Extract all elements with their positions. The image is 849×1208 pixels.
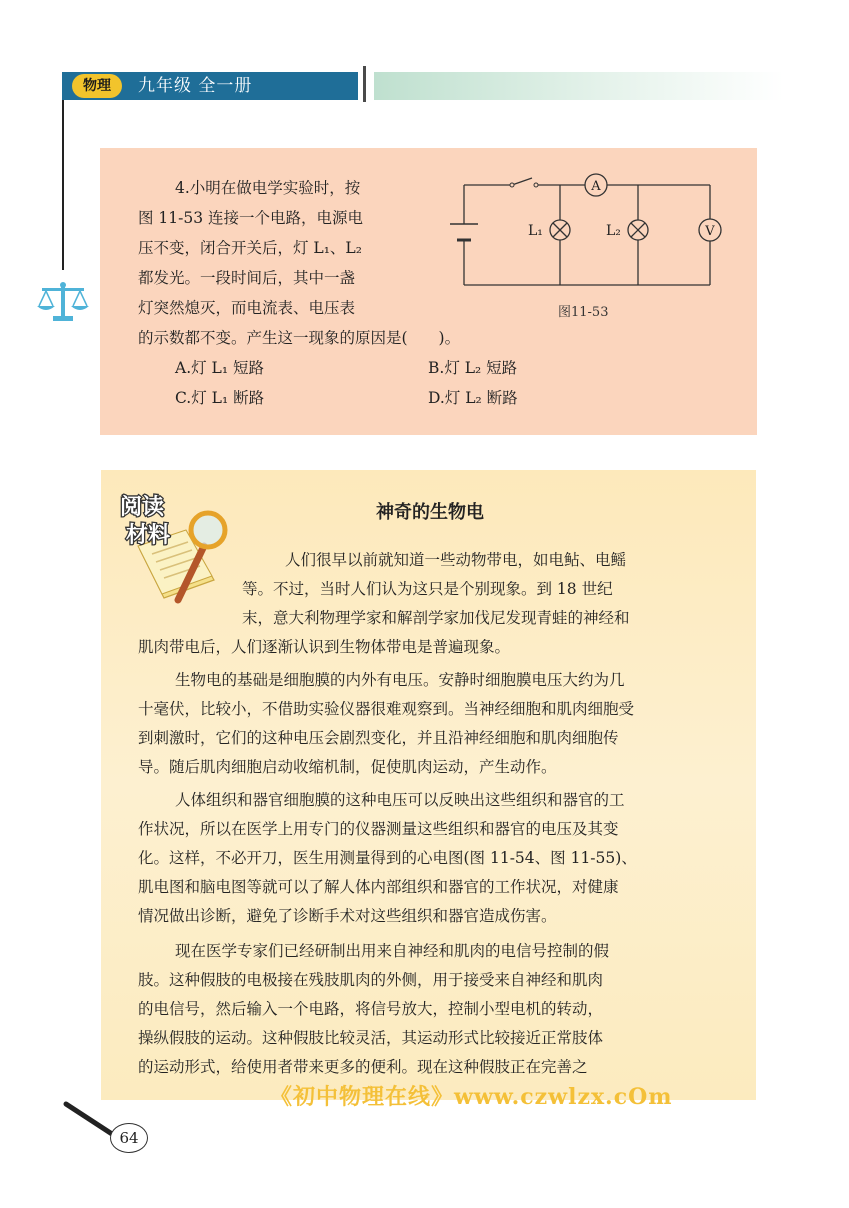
option-c: C.灯 L₁ 断路	[175, 389, 265, 407]
question-line: 4.小明在做电学实验时，按	[175, 179, 361, 197]
reading-line: 末，意大利物理学家和解剖学家加伐尼发现青蛙的神经和	[242, 609, 630, 627]
reading-line: 情况做出诊断，避免了诊断手术对这些组织和器官造成伤害。	[138, 907, 557, 925]
balance-scale-icon	[36, 280, 90, 324]
option-a: A.灯 L₁ 短路	[175, 359, 264, 377]
question-line: 灯突然熄灭，而电流表、电压表	[138, 299, 356, 317]
question-line: 的示数都不变。产生这一现象的原因是( )。	[138, 329, 461, 347]
margin-line	[62, 100, 64, 270]
option-b: B.灯 L₂ 短路	[428, 359, 518, 377]
reading-line: 作状况，所以在医学上用专门的仪器测量这些组织和器官的电压及其变	[138, 820, 619, 838]
question-line: 图 11-53 连接一个电路，电源电	[138, 209, 364, 227]
circuit-diagram	[440, 170, 740, 295]
question-line: 都发光。一段时间后，其中一盏	[138, 269, 356, 287]
header-gradient-band	[374, 72, 784, 100]
reading-line: 到刺激时，它们的这种电压会剧烈变化，并且沿神经细胞和肌肉细胞传	[138, 729, 619, 747]
reading-line: 人体组织和器官细胞膜的这种电压可以反映出这些组织和器官的工	[175, 791, 625, 809]
reading-line: 操纵假肢的运动。这种假肢比较灵活，其运动形式比较接近正常肢体	[138, 1029, 604, 1047]
reading-line: 等。不过，当时人们认为这只是个别现象。到 18 世纪	[242, 580, 613, 598]
lamp2-label: L₂	[606, 223, 621, 239]
header-divider	[363, 66, 366, 102]
reading-line: 生物电的基础是细胞膜的内外有电压。安静时细胞膜电压大约为几	[175, 671, 625, 689]
reading-line: 十毫伏，比较小，不借助实验仪器很难观察到。当神经细胞和肌肉细胞受	[138, 700, 635, 718]
reading-line: 肢。这种假肢的电极接在残肢肌肉的外侧，用于接受来自神经和肌肉	[138, 971, 604, 989]
option-d: D.灯 L₂ 断路	[428, 389, 518, 407]
reading-line: 的运动形式，给使用者带来更多的便利。现在这种假肢正在完善之	[138, 1058, 588, 1076]
page-number: 64	[110, 1123, 148, 1153]
badge-text-line1: 阅读	[120, 495, 165, 520]
reading-line: 人们很早以前就知道一些动物带电，如电鲇、电鳐	[285, 551, 627, 569]
badge-text-line2: 材料	[126, 523, 171, 548]
reading-title: 神奇的生物电	[376, 502, 484, 523]
question-line: 压不变，闭合开关后，灯 L₁、L₂	[138, 239, 362, 257]
figure-caption: 图11-53	[558, 305, 609, 320]
reading-line: 现在医学专家们已经研制出用来自神经和肌肉的电信号控制的假	[175, 942, 610, 960]
watermark: 《初中物理在线》www.czwlzx.cOm	[270, 1084, 673, 1110]
reading-line: 的电信号，然后输入一个电路，将信号放大，控制小型电机的转动，	[138, 1000, 604, 1018]
ammeter-label: A	[591, 179, 601, 194]
reading-line: 导。随后肌肉细胞启动收缩机制，促使肌肉运动，产生动作。	[138, 758, 557, 776]
book-title: 九年级 全一册	[138, 76, 253, 96]
reading-line: 肌肉带电后，人们逐渐认识到生物体带电是普遍现象。	[138, 638, 511, 656]
reading-line: 肌电图和脑电图等就可以了解人体内部组织和器官的工作状况，对健康	[138, 878, 619, 896]
reading-material-badge	[118, 488, 228, 606]
subject-logo: 物理	[72, 74, 122, 98]
voltmeter-label: V	[705, 224, 715, 239]
reading-line: 化。这样，不必开刀，医生用测量得到的心电图(图 11-54、图 11-55)、	[138, 849, 637, 867]
lamp1-label: L₁	[528, 223, 543, 239]
